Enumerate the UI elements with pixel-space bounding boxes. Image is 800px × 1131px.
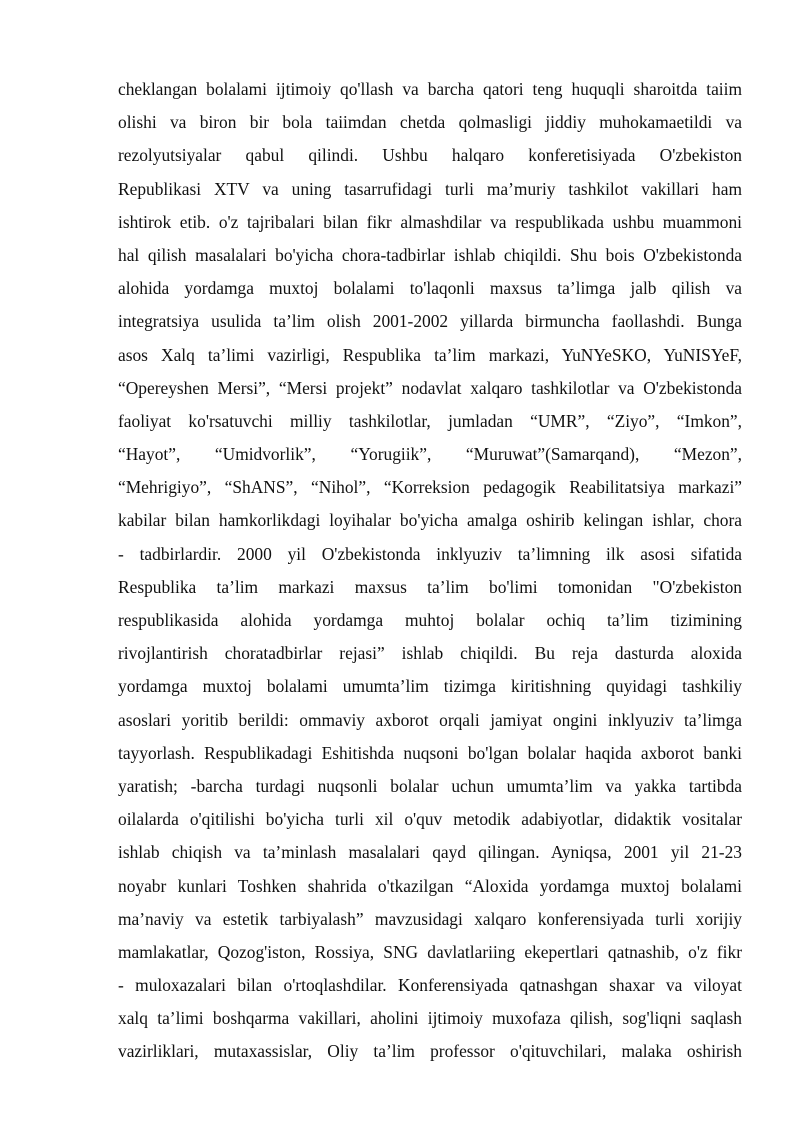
text-line: faoliyat ko'rsatuvchi milliy tashkilotlar, jumladan “UMR”, “Ziyo”, “Imkon”, bbox=[118, 410, 742, 431]
text-line: respublikasida alohida yordamga muhtoj bolalar ochiq ta’lim tizimining bbox=[118, 610, 742, 630]
text-line: oilalarda o'qitilishi bo'yicha turli xil o'quv metodik adabiyotlar, didaktik vositalar bbox=[118, 809, 742, 830]
document-page bbox=[118, 73, 742, 1069]
text-line: integratsiya usulida ta’lim olish 2001-2002 yillarda birmuncha faollashdi. Bunga bbox=[118, 311, 742, 332]
text-line: asos Xalq ta’limi vazirligi, Respublika ta’lim markazi, YuNYeSKO, YuNISYeF, bbox=[118, 344, 742, 365]
text-line: yordamga muxtoj bolalami umumta’lim tizimga kiritishning quyidagi tashkiliy bbox=[118, 676, 742, 697]
body-paragraph bbox=[118, 73, 742, 1069]
text-line: ma’naviy va estetik tarbiyalash” mavzusidagi xalqaro konferensiyada turli xorijiy bbox=[118, 908, 742, 929]
text-line: hal qilish masalalari bo'yicha chora-tadbirlar ishlab chiqildi. Shu bois O'zbekistonda bbox=[118, 244, 742, 265]
text-line: asoslari yoritib berildi: ommaviy axborot orqali jamiyat ongini inklyuziv ta’limga bbox=[118, 709, 742, 730]
text-line: rezolyutsiyalar qabul qilindi. Ushbu halqaro konferetisiyada O'zbekiston bbox=[118, 145, 742, 166]
text-line: ishtirok etib. o'z tajribalari bilan fikr almashdilar va respublikada ushbu muammoni bbox=[118, 211, 742, 232]
text-line: - muloxazalari bilan o'rtoqlashdilar. Konferensiyada qatnashgan shaxar va viloyat bbox=[118, 975, 742, 996]
text-line: Republikasi XTV va uning tasarrufidagi turli ma’muriy tashkilot vakillari ham bbox=[118, 178, 742, 199]
text-line: noyabr kunlari Toshken shahrida o'tkazilgan “Aloxida yordamga muxtoj bolalami bbox=[118, 875, 742, 896]
text-line: mamlakatlar, Qozog'iston, Rossiya, SNG davlatlariing ekepertlari qatnashib, o'z fikr bbox=[118, 941, 742, 962]
text-line: yaratish; -barcha turdagi nuqsonli bolalar uchun umumta’lim va yakka tartibda bbox=[118, 775, 742, 796]
text-line: tayyorlash. Respublikadagi Eshitishda nuqsoni bo'lgan bolalar haqida axborot banki bbox=[118, 742, 742, 763]
text-line: alohida yordamga muxtoj bolalami to'laqonli maxsus ta’limga jalb qilish va bbox=[118, 278, 742, 299]
text-line: “Hayot”, “Umidvorlik”, “Yorugiik”, “Muruwat”(Samarqand), “Mezon”, bbox=[118, 444, 742, 465]
text-line: rivojlantirish choratadbirlar rejasi” ishlab chiqildi. Bu reja dasturda aloxida bbox=[118, 643, 742, 664]
text-line: olishi va biron bir bola taiimdan chetda qolmasligi jiddiy muhokamaetildi va bbox=[118, 112, 742, 133]
text-line: xalq ta’limi boshqarma vakillari, aholini ijtimoiy muxofaza qilish, sog'liqni saqlash bbox=[118, 1008, 742, 1029]
text-line: kabilar bilan hamkorlikdagi loyihalar bo'yicha amalga oshirib kelingan ishlar, chora bbox=[118, 510, 742, 531]
text-line: - tadbirlardir. 2000 yil O'zbekistonda inklyuziv ta’limning ilk asosi sifatida bbox=[118, 543, 742, 564]
text-line: Respublika ta’lim markazi maxsus ta’lim bo'limi tomonidan "O'zbekiston bbox=[118, 576, 742, 597]
text-line: vazirliklari, mutaxassislar, Oliy ta’lim professor o'qituvchilari, malaka oshirish bbox=[118, 1041, 742, 1062]
text-line: cheklangan bolalami ijtimoiy qo'llash va barcha qatori teng huquqli sharoitda taiim bbox=[118, 79, 742, 99]
text-line: “Mehrigiyo”, “ShANS”, “Nihol”, “Korreksion pedagogik Reabilitatsiya markazi” bbox=[118, 477, 742, 498]
text-line: “Opereyshen Mersi”, “Mersi projekt” nodavlat xalqaro tashkilotlar va O'zbekistonda bbox=[118, 377, 742, 398]
text-line: ishlab chiqish va ta’minlash masalalari qayd qilingan. Ayniqsa, 2001 yil 21-23 bbox=[118, 842, 742, 863]
